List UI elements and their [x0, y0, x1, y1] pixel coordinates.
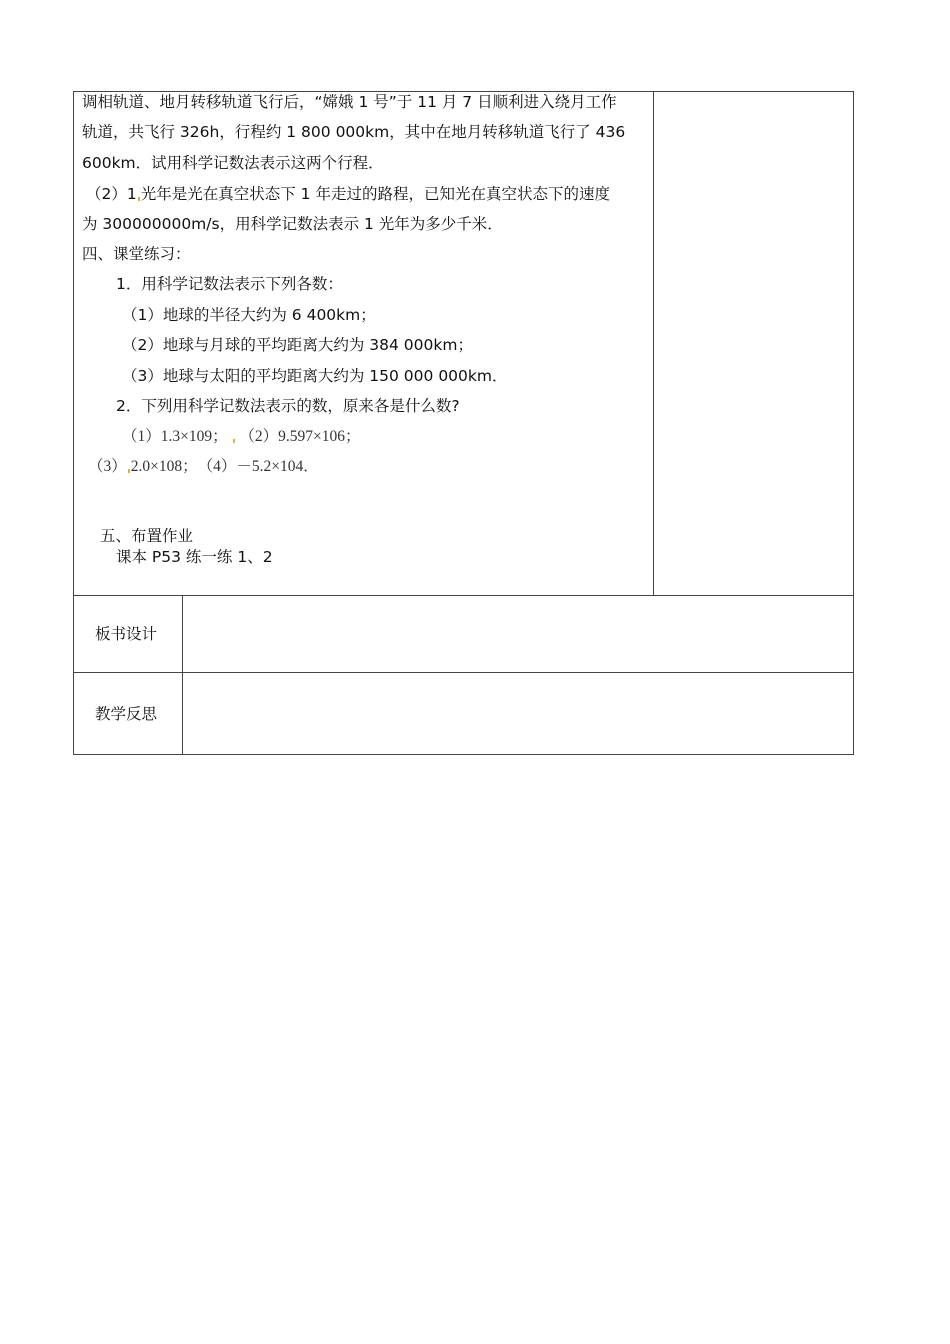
exercise-2-title: 2．下列用科学记数法表示的数，原来各是什么数? [116, 397, 460, 415]
homework-text: 课本 P53 练一练 1、2 [116, 548, 273, 566]
highlight-mark [128, 469, 130, 473]
exercise-1-item-b: （2）地球与月球的平均距离大约为 384 000km； [122, 336, 473, 354]
section-4-title: 四、课堂练习： [82, 245, 191, 263]
section-5-title: 五、布置作业 [100, 527, 194, 545]
question-2-text: 光年是光在真空状态下 1 年走过的路程，已知光在真空状态下的速度 [140, 185, 610, 203]
highlight-mark [138, 197, 140, 201]
row-divider-1 [73, 595, 854, 596]
exercise-2-item-1: （1）1.3×109； [122, 428, 228, 445]
paragraph-1-line-1: 调相轨道、地月转移轨道飞行后，“嫦娥 1 号”于 11 月 7 日顺利进入绕月工作 [82, 93, 617, 111]
paragraph-1-line-2: 轨道，共飞行 326h，行程约 1 800 000km，其中在地月转移轨道飞行了 436 [82, 123, 626, 141]
question-2-line-2: 为 300000000m/s，用科学记数法表示 1 光年为多少千米． [82, 215, 503, 233]
exercise-2-item-2: （2）9.597×106； [239, 428, 361, 445]
exercise-1-title: 1．用科学记数法表示下列各数： [116, 275, 343, 293]
question-2-line-1 [86, 184, 610, 204]
exercise-1-item-c: （3）地球与太阳的平均距离大约为 150 000 000km． [122, 367, 508, 385]
exercise-2-line-2 [88, 457, 319, 477]
exercise-2-items-3-4: 2.0×108； （4）－5.2×104． [130, 458, 319, 475]
label-column-divider [182, 595, 183, 755]
table-right-border [853, 91, 854, 755]
highlight-mark [233, 439, 235, 443]
paragraph-1-line-3: 600km．试用科学记数法表示这两个行程． [82, 154, 384, 172]
row-divider-2 [73, 672, 854, 673]
board-design-label: 板书设计 [95, 625, 158, 643]
question-2-prefix: （2）1 [86, 185, 137, 203]
content-column-divider [653, 91, 654, 596]
teaching-reflection-label: 教学反思 [95, 705, 158, 723]
exercise-1-item-a: （1）地球的半径大约为 6 400km； [122, 306, 376, 324]
exercise-2-line-1 [122, 427, 361, 447]
exercise-2-item-3-prefix: （3） [88, 458, 127, 475]
table-bottom-border [73, 754, 854, 755]
table-left-border [73, 91, 74, 755]
